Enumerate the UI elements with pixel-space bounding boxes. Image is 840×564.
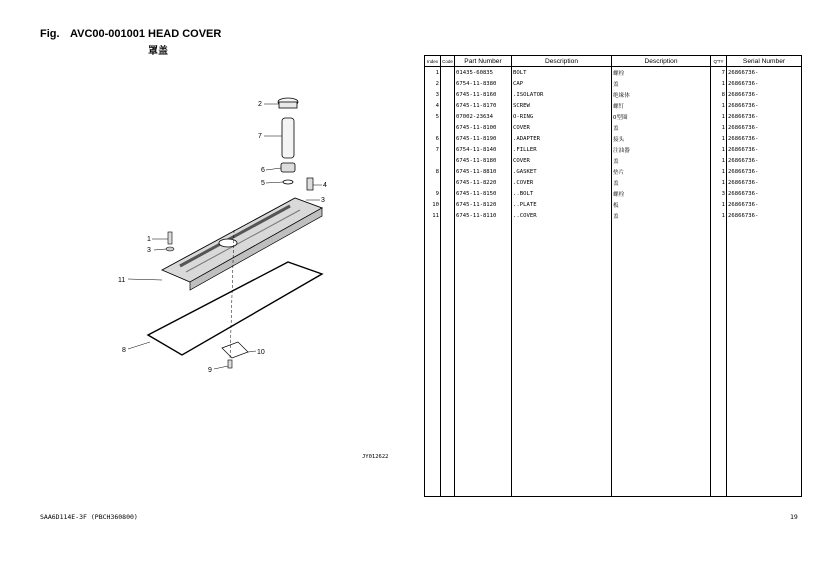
isolator-part — [166, 247, 174, 251]
plate-part — [222, 342, 248, 358]
table-row — [425, 155, 802, 166]
table-row — [425, 210, 802, 221]
col-header-serial-number: Serial Number — [727, 56, 802, 67]
page-title: HEAD COVER — [148, 28, 222, 40]
cell-code — [441, 67, 455, 79]
table-row — [425, 122, 802, 133]
exploded-parts-diagram — [110, 90, 330, 380]
cell-description-cn: 盖 — [612, 155, 711, 166]
table-row — [425, 78, 802, 89]
cell-index: 11 — [425, 210, 441, 221]
cell-qty: 7 — [711, 67, 727, 79]
screw-part — [307, 178, 313, 190]
cell-description-cn: 盖 — [612, 210, 711, 221]
col-header-code: Code — [441, 56, 455, 67]
cell-part-number: 6745-11-8180 — [455, 155, 512, 166]
callout-10: 10 — [257, 349, 265, 356]
cell-serial-number: 26866736- — [727, 188, 802, 199]
cell-index: 9 — [425, 188, 441, 199]
cell-qty: 1 — [711, 144, 727, 155]
col-header-description-cn: Description — [612, 56, 711, 67]
cell-index: 6 — [425, 133, 441, 144]
cell-code — [441, 144, 455, 155]
cell-part-number: 6745-11-8810 — [455, 166, 512, 177]
adapter-part — [281, 163, 295, 172]
table-row — [425, 144, 802, 155]
cell-part-number: 6745-11-8120 — [455, 199, 512, 210]
callout-5: 5 — [261, 180, 265, 187]
filler-cell — [425, 221, 441, 497]
cell-part-number: 6754-11-8380 — [455, 78, 512, 89]
cell-part-number: 6745-11-8220 — [455, 177, 512, 188]
cell-part-number: 6745-11-8160 — [455, 89, 512, 100]
model-footer: SAA6D114E-3F (PBCH360800) — [40, 513, 138, 521]
cell-description-en: O-RING — [512, 111, 612, 122]
cell-code — [441, 89, 455, 100]
cell-index: 1 — [425, 67, 441, 79]
page-subtitle: 罩盖 — [148, 46, 168, 57]
cell-part-number: 6745-11-8150 — [455, 188, 512, 199]
cell-part-number: 6745-11-8100 — [455, 122, 512, 133]
cell-description-en: COVER — [512, 122, 612, 133]
cell-serial-number: 26866736- — [727, 89, 802, 100]
cell-part-number: 6745-11-8190 — [455, 133, 512, 144]
callout-11: 11 — [118, 277, 126, 284]
cell-code — [441, 188, 455, 199]
cell-index: 10 — [425, 199, 441, 210]
cell-serial-number: 26866736- — [727, 122, 802, 133]
cell-description-en: COVER — [512, 155, 612, 166]
cell-qty: 1 — [711, 100, 727, 111]
cell-code — [441, 133, 455, 144]
table-header-row — [425, 56, 802, 67]
cell-description-en: ..COVER — [512, 210, 612, 221]
table-filler-row — [425, 221, 802, 497]
cell-code — [441, 155, 455, 166]
table-row — [425, 100, 802, 111]
cell-serial-number: 26866736- — [727, 111, 802, 122]
table-row — [425, 199, 802, 210]
fig-label: Fig. — [40, 28, 60, 40]
cell-qty: 8 — [711, 89, 727, 100]
table-row — [425, 133, 802, 144]
col-header-description-en: Description — [512, 56, 612, 67]
cell-code — [441, 166, 455, 177]
table-row — [425, 177, 802, 188]
cell-qty: 1 — [711, 78, 727, 89]
cell-qty: 1 — [711, 199, 727, 210]
cell-qty: 1 — [711, 155, 727, 166]
cell-qty: 1 — [711, 177, 727, 188]
cell-description-en: SCREW — [512, 100, 612, 111]
cell-description-en: CAP — [512, 78, 612, 89]
cell-index — [425, 177, 441, 188]
col-header-index: Index — [425, 56, 441, 67]
filler-cell — [612, 221, 711, 497]
cell-description-cn: 螺栓 — [612, 188, 711, 199]
table-row — [425, 111, 802, 122]
cell-part-number: 6745-11-8170 — [455, 100, 512, 111]
cell-index: 3 — [425, 89, 441, 100]
cell-serial-number: 26866736- — [727, 100, 802, 111]
cell-serial-number: 26866736- — [727, 166, 802, 177]
cell-part-number: 01435-60835 — [455, 67, 512, 79]
callout-7: 7 — [258, 133, 262, 140]
cell-part-number: 6745-11-8110 — [455, 210, 512, 221]
filler-cell — [512, 221, 612, 497]
cell-description-en: .COVER — [512, 177, 612, 188]
cell-serial-number: 26866736- — [727, 155, 802, 166]
cell-description-en: .FILLER — [512, 144, 612, 155]
cell-code — [441, 199, 455, 210]
page-number: 19 — [790, 513, 798, 521]
cap-body — [279, 102, 297, 108]
diagram-code: JY012622 — [362, 454, 389, 460]
cell-index: 7 — [425, 144, 441, 155]
cell-description-cn: 绝缘体 — [612, 89, 711, 100]
cell-description-cn: 螺钉 — [612, 100, 711, 111]
cell-index: 8 — [425, 166, 441, 177]
cell-description-cn: 接头 — [612, 133, 711, 144]
callout-9: 9 — [208, 367, 212, 374]
cell-serial-number: 26866736- — [727, 78, 802, 89]
callout-2: 2 — [258, 101, 262, 108]
callout-3-right: 3 — [321, 197, 325, 204]
callout-4: 4 — [323, 182, 327, 189]
bolt-part — [168, 232, 172, 244]
cell-description-en: ..PLATE — [512, 199, 612, 210]
cell-description-en: ..BOLT — [512, 188, 612, 199]
fig-code: AVC00-001001 — [70, 28, 146, 40]
cell-description-cn: 注油器 — [612, 144, 711, 155]
table-row — [425, 188, 802, 199]
parts-table-body — [425, 67, 802, 497]
cell-description-en: .ISOLATOR — [512, 89, 612, 100]
cell-code — [441, 177, 455, 188]
cell-description-cn: 盖 — [612, 177, 711, 188]
callout-3-left: 3 — [147, 247, 151, 254]
callout-6: 6 — [261, 167, 265, 174]
table-row — [425, 89, 802, 100]
table-row — [425, 67, 802, 79]
cell-part-number: 6754-11-8140 — [455, 144, 512, 155]
cell-code — [441, 122, 455, 133]
filler-part — [282, 118, 294, 158]
cell-code — [441, 100, 455, 111]
cell-qty: 1 — [711, 111, 727, 122]
cell-description-en: .GASKET — [512, 166, 612, 177]
o-ring-part — [283, 180, 293, 184]
cell-serial-number: 26866736- — [727, 199, 802, 210]
bolt-9-part — [228, 360, 232, 368]
filler-cell — [455, 221, 512, 497]
cell-serial-number: 26866736- — [727, 177, 802, 188]
cell-serial-number: 26866736- — [727, 144, 802, 155]
cell-index — [425, 122, 441, 133]
cell-description-cn: 盖 — [612, 78, 711, 89]
filler-cell — [727, 221, 802, 497]
col-header-qty: Q'TY — [711, 56, 727, 67]
cell-serial-number: 26866736- — [727, 210, 802, 221]
callout-8: 8 — [122, 347, 126, 354]
callout-1: 1 — [147, 236, 151, 243]
col-header-part-number: Part Number — [455, 56, 512, 67]
cell-code — [441, 111, 455, 122]
cell-index: 2 — [425, 78, 441, 89]
cell-description-cn: 垫片 — [612, 166, 711, 177]
parts-table — [424, 55, 802, 497]
cell-code — [441, 78, 455, 89]
cell-description-cn: 螺栓 — [612, 67, 711, 79]
cell-qty: 1 — [711, 133, 727, 144]
cell-index: 5 — [425, 111, 441, 122]
cell-description-en: .ADAPTER — [512, 133, 612, 144]
cell-qty: 1 — [711, 166, 727, 177]
cell-serial-number: 26866736- — [727, 133, 802, 144]
cell-code — [441, 210, 455, 221]
cell-qty: 1 — [711, 210, 727, 221]
gasket-part — [148, 262, 322, 355]
cell-description-en: BOLT — [512, 67, 612, 79]
cell-index: 4 — [425, 100, 441, 111]
cell-description-cn: O型圈 — [612, 111, 711, 122]
cell-description-cn: 板 — [612, 199, 711, 210]
cell-description-cn: 盖 — [612, 122, 711, 133]
filler-cell — [711, 221, 727, 497]
filler-cell — [441, 221, 455, 497]
cell-qty: 1 — [711, 122, 727, 133]
table-row — [425, 166, 802, 177]
cell-qty: 3 — [711, 188, 727, 199]
cell-serial-number: 26866736- — [727, 67, 802, 79]
cell-part-number: 07002-23634 — [455, 111, 512, 122]
cell-index — [425, 155, 441, 166]
